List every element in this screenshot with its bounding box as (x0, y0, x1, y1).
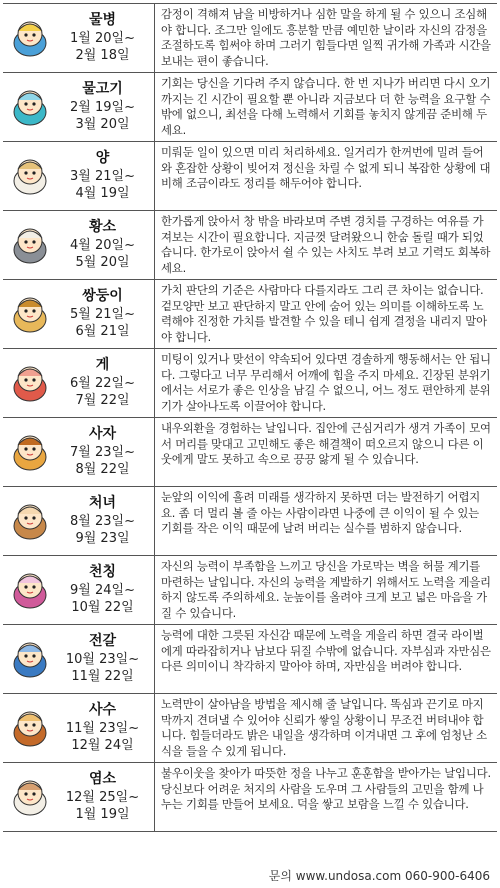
aries-icon (9, 155, 51, 197)
sign-name: 염소 (88, 771, 117, 787)
sign-date-start: 11월 23일~ (65, 721, 140, 736)
sign-meta (51, 426, 154, 478)
sign-info (3, 4, 155, 72)
sign-fortune: 눈앞의 이익에 흘려 미래를 생각하지 못하면 더는 발전하기 어렵지요. 좀 더 멀리 볼 줄 아는 사람이라면 나중에 큰 이익이 될 수 있는 기회를 작은 이익 때문에 날려 버리는 실수를 범하지 않습니다. (161, 490, 481, 536)
sign-fortune: 기회는 당신을 기다려 주지 않습니다. 한 번 지나가 버리면 다시 오기까지는 긴 시간이 필요할 뿐 아니라 지금보다 더 한 능력을 요구할 수밖에 없으니, 최선을 다해 노력해서 기회를 놓치지 않게끔 준비해 두세요. (161, 76, 491, 137)
horoscope-table (3, 3, 497, 832)
sign-date-end: 7월 22일 (75, 393, 130, 408)
sign-meta (51, 771, 154, 823)
sign-date-start: 9월 24일~ (70, 583, 135, 598)
sign-meta (51, 702, 154, 754)
footer-label: 문의 (268, 869, 292, 883)
sign-date-end: 2월 18일 (75, 48, 130, 63)
sign-row (3, 763, 497, 832)
sign-meta (51, 12, 154, 64)
gemini-icon (9, 293, 51, 335)
capricorn-icon (9, 776, 51, 818)
sign-fortune: 미팅이 있거나 맞선이 약속되어 있다면 경솔하게 행동해서는 안 됩니다. 그렇다고 너무 무리해서 어깨에 힘을 주지 마세요. 긴장된 분위기에서는 서로가 좋은 인상을 남길 수 없으니, 어느 정도 편안하게 분위기가 살아나도록 이끌어야 합니다. (161, 352, 491, 413)
sign-row (3, 349, 497, 418)
sign-info (3, 763, 155, 831)
sign-fortune: 노력만이 살아남을 방법을 제시해 줄 날입니다. 똑심과 끈기로 마지막까지 견뎌낼 수 있어야 신뢰가 쌓일 상황이니 무조건 버텨내야 합니다. 힘들더라도 밝은 내일을 생각하며 이겨내면 그 후에 엄청난 소식을 들을 수 있게 됩니다. (161, 697, 487, 758)
sign-info (3, 280, 155, 348)
sign-info (3, 349, 155, 417)
aquarius-icon (9, 17, 51, 59)
sign-name: 황소 (88, 219, 117, 235)
sign-date-start: 1월 20일~ (70, 31, 135, 46)
sign-date-end: 1월 19일 (75, 807, 130, 822)
sign-info (3, 142, 155, 210)
sign-meta (51, 81, 154, 133)
sign-row (3, 625, 497, 694)
sign-meta (51, 633, 154, 685)
scorpio-icon (9, 638, 51, 680)
sign-meta (51, 219, 154, 271)
sign-date-end: 3월 20일 (75, 117, 130, 132)
sign-info (3, 211, 155, 279)
sign-name: 사수 (88, 702, 117, 718)
sagittarius-icon (9, 707, 51, 749)
sign-fortune: 가치 판단의 기준은 사람마다 다를지라도 그리 큰 차이는 없습니다. 겉모양만 보고 판단하지 말고 안에 숨어 있는 의미를 이해하도록 노력해야 진정한 가치를 발견할 수 있을 테니 쉽게 결정을 내리지 말아야 합니다. (161, 283, 487, 344)
sign-date-end: 11월 22일 (71, 669, 134, 684)
sign-meta (51, 357, 154, 409)
sign-meta (51, 288, 154, 340)
sign-date-end: 4월 19일 (75, 186, 130, 201)
footer-phone: 060-900-6406 (404, 869, 490, 883)
sign-row (3, 73, 497, 142)
sign-fortune: 내우외환을 경험하는 날입니다. 집안에 근심거리가 생겨 가족이 모여서 머리를 맞대고 고민해도 좋은 해결책이 떠오르지 않으니 다른 이웃에게 말도 못하고 속으로 끙끙 앓게 될 수 있습니다. (161, 421, 491, 467)
sign-row (3, 694, 497, 763)
sign-row (3, 211, 497, 280)
sign-fortune: 한가롭게 앉아서 창 밖을 바라보며 주변 경치를 구경하는 여유를 가져보는 시간이 필요합니다. 지금껏 달려왔으니 한숨 돌릴 때가 되었습니다. 한가로이 앉아서 쉴 수 있는 사치도 부려 보고 기력도 회복하세요. (161, 214, 491, 275)
sign-date-start: 3월 21일~ (70, 169, 135, 184)
sign-name: 천칭 (88, 564, 117, 580)
sign-name: 전갈 (88, 633, 117, 649)
sign-date-start: 5월 21일~ (70, 307, 135, 322)
sign-meta (51, 495, 154, 547)
sign-name: 처녀 (88, 495, 117, 511)
taurus-icon (9, 224, 51, 266)
sign-row (3, 487, 497, 556)
sign-fortune: 자신의 능력이 부족함을 느끼고 당신을 가로막는 벽을 허물 계기를 마련하는 날입니다. 자신의 능력을 계발하기 위해서도 노력을 게을리 하지 않도록 주의하세요. 눈높이를 올려야 크게 보고 넓은 마음을 가질 수 있습니다. (161, 559, 491, 620)
sign-fortune: 감정이 격해져 남을 비방하거나 심한 말을 하게 될 수 있으니 조심해야 합니다. 조그만 일에도 흥분할 만큼 예민한 날이라 자신의 감정을 조절하도록 힘써야 하며 그러기 힘들다면 일찍 귀가해 가족과 시간을 보내는 편이 좋습니다. (161, 7, 491, 68)
sign-date-end: 10월 22일 (71, 600, 134, 615)
sign-meta (51, 150, 154, 202)
sign-info (3, 625, 155, 693)
pisces-icon (9, 86, 51, 128)
sign-date-start: 6월 22일~ (70, 376, 135, 391)
sign-date-end: 8월 22일 (75, 462, 130, 477)
sign-date-start: 4월 20일~ (70, 238, 135, 253)
footer-website: www.undosa.com (295, 869, 402, 883)
sign-date-start: 2월 19일~ (70, 100, 135, 115)
sign-fortune: 불우이웃을 찾아가 따뜻한 정을 나누고 훈훈함을 받아가는 날입니다. 당신보다 어려운 처지의 사람을 도우며 그 사람들의 고민을 함께 나누는 기회를 만들어 보세요. 덕을 쌓고 보람을 느낄 수 있습니다. (161, 766, 491, 812)
sign-name: 게 (95, 357, 110, 373)
sign-date-start: 10월 23일~ (65, 652, 140, 667)
sign-date-start: 12월 25일~ (65, 790, 140, 805)
sign-name: 사자 (88, 426, 117, 442)
sign-info (3, 418, 155, 486)
libra-icon (9, 569, 51, 611)
cancer-icon (9, 362, 51, 404)
sign-fortune: 능력에 대한 그릇된 자신감 때문에 노력을 게을리 하면 결국 라이벌에게 따라잡히거나 남보다 뒤질 수밖에 없습니다. 자부심과 자만심은 다른 의미이니 착각하지 말아야 하며, 자만심을 버려야 합니다. (161, 628, 491, 674)
sign-info (3, 73, 155, 141)
leo-icon (9, 431, 51, 473)
sign-meta (51, 564, 154, 616)
sign-row (3, 280, 497, 349)
sign-date-start: 7월 23일~ (70, 445, 135, 460)
sign-info (3, 556, 155, 624)
sign-row (3, 142, 497, 211)
sign-row (3, 4, 497, 73)
sign-date-end: 12월 24일 (71, 738, 134, 753)
sign-date-end: 5월 20일 (75, 255, 130, 270)
sign-row (3, 556, 497, 625)
sign-date-start: 8월 23일~ (70, 514, 135, 529)
sign-row (3, 418, 497, 487)
sign-name: 양 (95, 150, 110, 166)
footer (269, 867, 490, 884)
sign-info (3, 487, 155, 555)
sign-date-end: 9월 23일 (75, 531, 130, 546)
sign-name: 물병 (88, 12, 117, 28)
sign-info (3, 694, 155, 762)
sign-fortune: 미뤄둔 일이 있으면 미리 처리하세요. 일거리가 한꺼번에 밀려 들어와 혼잡한 상황이 빚어져 정신을 차릴 수 없게 되니 복잡한 상황에 대비해 조금이라도 정리를 해두어야 합니다. (161, 145, 491, 191)
sign-name: 쌍둥이 (82, 288, 123, 304)
virgo-icon (9, 500, 51, 542)
sign-name: 물고기 (82, 81, 123, 97)
sign-date-end: 6월 21일 (75, 324, 130, 339)
